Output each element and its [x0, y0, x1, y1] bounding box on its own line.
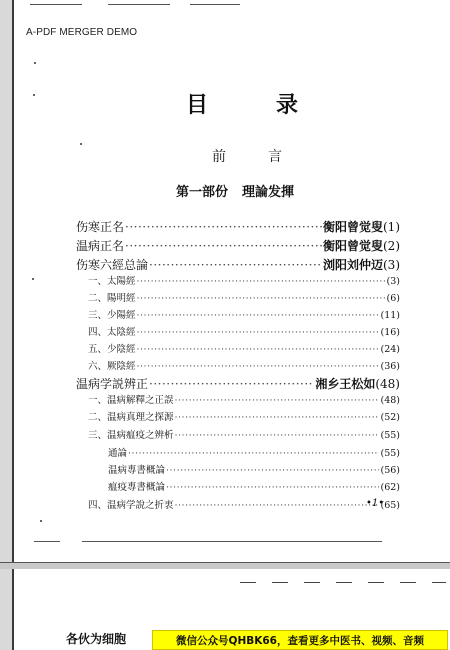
toc-leader-dots	[149, 258, 322, 272]
toc-entry-author: 衡阳曾觉叟	[322, 239, 383, 253]
toc-entry-label: 六、厥陰經	[88, 361, 136, 372]
toc-leader-dots	[125, 239, 322, 253]
toc-entry-label: 伤寒正名	[76, 220, 125, 234]
toc-leader-dots	[125, 220, 322, 234]
scan-speck	[32, 278, 34, 280]
page-title	[186, 88, 298, 119]
toc-leader-dots	[166, 465, 379, 476]
toc-leader-dots	[137, 310, 380, 321]
toc-leader-dots	[175, 412, 380, 423]
toc-entry-label: 伤寒六經总論	[76, 258, 149, 272]
toc-entry	[88, 497, 400, 511]
toc-leader-dots	[175, 430, 380, 441]
watermark-label: A-PDF MERGER DEMO	[26, 27, 138, 38]
toc-entry-label: 一、太陽經	[88, 276, 136, 287]
toc-entry	[88, 358, 400, 372]
scan-speck	[34, 62, 36, 64]
toc-entry-label: 二、陽明經	[88, 293, 136, 304]
page-separator	[0, 562, 450, 569]
toc-entry-page: (48)	[375, 377, 400, 391]
toc-leader-dots	[137, 293, 386, 304]
page-number-mark: •1•	[366, 498, 385, 509]
toc-entry	[88, 341, 400, 355]
toc-entry-page: (56)	[380, 465, 400, 476]
toc-leader-dots	[149, 377, 314, 391]
toc-entry-label: 二、温病真理之探源	[88, 412, 174, 423]
toc-entry-label: 瘟疫專書概論	[108, 482, 166, 493]
toc-leader-dots	[166, 482, 379, 493]
toc-entry-page: (24)	[380, 344, 400, 355]
toc-entry-label: 通論	[108, 448, 128, 459]
toc-entry	[76, 256, 400, 273]
toc-entry	[108, 445, 400, 459]
toc-entry-author: 浏阳刘仲迈	[322, 258, 383, 272]
toc-entry-page: (48)	[380, 395, 400, 406]
title-char-2: 录	[276, 92, 299, 118]
viewer-left-margin	[0, 0, 12, 650]
toc-leader-dots	[137, 344, 380, 355]
toc-entry-page: (3)	[386, 276, 400, 287]
part-name: 理論发揮	[242, 185, 295, 200]
toc-leader-dots	[137, 361, 380, 372]
part-number: 第一部份	[176, 185, 229, 200]
toc-entry-label: 一、温病解釋之正誤	[88, 395, 174, 406]
toc-entry	[88, 324, 400, 338]
toc-entry	[88, 273, 400, 287]
toc-entry-page: (55)	[380, 448, 400, 459]
part-heading	[176, 181, 294, 200]
preface-char-1: 前	[212, 149, 226, 165]
toc-entry-page: (65)	[380, 500, 400, 511]
toc-entry-label: 四、太陰經	[88, 327, 136, 338]
toc-entry-label: 温病学説辨正	[76, 377, 149, 391]
scan-speck	[33, 94, 35, 96]
toc-entry	[88, 427, 400, 441]
toc-entry-page: (2)	[383, 239, 400, 253]
toc-entry-label: 三、温病瘟疫之辨析	[88, 430, 174, 441]
preface-heading	[212, 146, 282, 166]
toc-entry-label: 四、温病学說之折衷	[88, 500, 174, 511]
toc-entry-label: 温病專書概論	[108, 465, 166, 476]
bottom-scan-mark	[34, 541, 60, 542]
toc-leader-dots	[175, 395, 380, 406]
toc-entry-label: 三、少陽經	[88, 310, 136, 321]
toc-entry	[108, 462, 400, 476]
toc-entry-label: 五、少陰經	[88, 344, 136, 355]
document-page	[14, 0, 450, 560]
toc-entry-page: (55)	[380, 430, 400, 441]
toc-entry-page: (36)	[380, 361, 400, 372]
toc-entry	[76, 218, 400, 235]
toc-entry-author: 湘乡王松如	[315, 377, 376, 391]
toc-leader-dots	[137, 327, 380, 338]
toc-entry-label: 温病正名	[76, 239, 125, 253]
preface-char-2: 言	[268, 149, 282, 165]
toc-entry-page: (11)	[380, 310, 400, 321]
toc-entry	[88, 307, 400, 321]
toc-entry	[108, 479, 400, 493]
toc-entry	[76, 237, 400, 254]
toc-leader-dots	[128, 448, 379, 459]
toc-entry	[88, 290, 400, 304]
toc-entry	[88, 392, 400, 406]
toc-leader-dots	[137, 276, 386, 287]
promo-banner[interactable]: 微信公众号QHBK66，查看更多中医书、视频、音频	[152, 630, 448, 650]
bottom-scan-mark	[82, 541, 382, 542]
toc-entry-page: (3)	[383, 258, 400, 272]
scan-speck	[40, 520, 42, 522]
toc-entry-page: (16)	[380, 327, 400, 338]
toc-entry	[76, 375, 400, 392]
toc-leader-dots	[175, 500, 380, 511]
scan-speck	[80, 143, 82, 145]
toc-entry-page: (1)	[383, 220, 400, 234]
toc-entry-author: 衡阳曾觉叟	[322, 220, 383, 234]
toc-entry-page: (52)	[380, 412, 400, 423]
next-page-text: 各伙为细胞	[66, 632, 127, 646]
toc-entry	[88, 409, 400, 423]
toc-entry-page: (62)	[380, 482, 400, 493]
toc-entry-page: (6)	[386, 293, 400, 304]
title-char-1: 目	[186, 92, 209, 118]
